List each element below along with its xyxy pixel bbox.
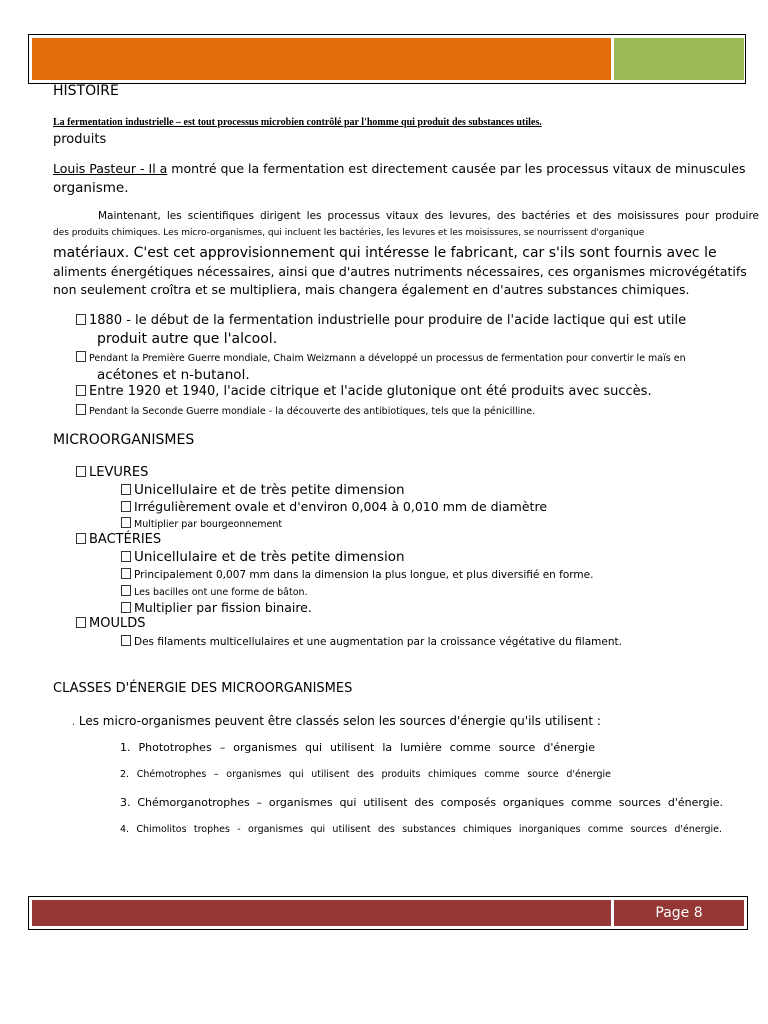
bullet-box-icon [76, 351, 86, 362]
bullet-box-icon [76, 617, 86, 628]
footer-red-band [32, 900, 611, 926]
bullet-box-icon [76, 404, 86, 415]
bacteries-item-4 [121, 600, 312, 615]
bacteries-item-1 [121, 549, 405, 565]
produits-text: produits [53, 132, 107, 147]
energy-item-2 [120, 769, 611, 780]
history-bullet-2-text: Pendant la Première Guerre mondiale, Chaim Weizmann a développé un processus de fermentation pour convertir le maïs en [89, 353, 686, 364]
moulds-item-1 [121, 635, 622, 648]
energy-item-3-num: 3. [120, 796, 131, 809]
bullet-box-icon [121, 635, 131, 646]
bacteries-item-1-text: Unicellulaire et de très petite dimension [134, 549, 405, 565]
bullet-box-icon [121, 517, 131, 528]
history-bullet-1-text: 1880 - le début de la fermentation industrielle pour produire de l'acide lactique qui est utile [89, 313, 687, 328]
paragraph-line-2: des produits chimiques. Les micro-organismes, qui incluent les bactéries, les levures et les moisissures, se nourrissent d'organique [53, 228, 645, 238]
bacteries-item-2-text: Principalement 0,007 mm dans la dimension la plus longue, et plus diversifié en forme. [134, 569, 594, 581]
energy-item-3 [120, 796, 723, 809]
levures-item-3-text: Multiplier par bourgeonnement [134, 519, 283, 530]
energy-item-4 [120, 824, 722, 835]
history-bullet-4-text: Pendant la Seconde Guerre mondiale - la découverte des antibiotiques, tels que la pénicilline. [89, 406, 536, 417]
bullet-box-icon [76, 533, 86, 544]
moulds-label: MOULDS [89, 616, 146, 631]
section-title-energie: CLASSES D'ÉNERGIE DES MICROORGANISMES [53, 681, 353, 696]
energy-item-4-text: Chimolitos trophes - organismes qui utilisent des substances chimiques inorganiques comme sources d'énergie. [136, 824, 722, 835]
definition-text: La fermentation industrielle – est tout processus microbien contrôlé par l'homme qui produit des substances utiles. [53, 117, 542, 128]
paragraph-line-5: non seulement croîtra et se multipliera, mais changera également en d'autres substances chimiques. [53, 282, 690, 297]
levures-item-2 [121, 499, 547, 514]
bullet-box-icon [121, 568, 131, 579]
history-bullet-2 [76, 351, 686, 364]
history-bullet-4 [76, 404, 535, 417]
header-orange-band [32, 38, 611, 80]
page-number: Page 8 [614, 900, 744, 926]
section-title-histoire: HISTOIRE [53, 83, 119, 99]
energy-intro-dot: . [72, 718, 75, 728]
bacteries-heading [76, 532, 161, 547]
bacteries-item-4-text: Multiplier par fission binaire. [134, 600, 312, 615]
energy-item-1 [120, 741, 595, 754]
pasteur-rest: montré que la fermentation est directement causée par les processus vitaux de minuscules [167, 161, 746, 176]
paragraph-line-1: Maintenant, les scientifiques dirigent les processus vitaux des levures, des bactéries et des moisissures pour produire [98, 210, 759, 222]
section-title-microorganismes: MICROORGANISMES [53, 432, 195, 448]
energy-item-3-text: Chémorganotrophes – organismes qui utilisent des composés organiques comme sources d'énergie. [137, 796, 723, 809]
levures-heading [76, 465, 148, 480]
bullet-box-icon [121, 484, 131, 495]
energy-item-1-num: 1. [120, 741, 131, 754]
energy-item-4-num: 4. [120, 824, 130, 835]
history-bullet-2-cont: acétones et n-butanol. [97, 367, 250, 383]
bacteries-label: BACTÉRIES [89, 532, 162, 547]
organisme-text: organisme. [53, 180, 129, 196]
energy-item-2-text: Chémotrophes – organismes qui utilisent des produits chimiques comme source d'énergie [136, 769, 611, 780]
pasteur-line [53, 161, 745, 176]
levures-item-1 [121, 482, 405, 498]
levures-item-1-text: Unicellulaire et de très petite dimension [134, 482, 405, 498]
bullet-box-icon [76, 314, 86, 325]
history-bullet-3 [76, 384, 652, 399]
bacteries-item-2 [121, 568, 593, 581]
history-bullet-1-cont: produit autre que l'alcool. [97, 331, 278, 347]
bullet-box-icon [121, 602, 131, 613]
moulds-item-1-text: Des filaments multicellulaires et une augmentation par la croissance végétative du filament. [134, 636, 622, 648]
pasteur-name: Louis Pasteur - Il a [53, 161, 168, 176]
energy-intro-text: Les micro-organismes peuvent être classés selon les sources d'énergie qu'ils utilisent : [78, 714, 601, 728]
bullet-box-icon [76, 466, 86, 477]
history-bullet-3-text: Entre 1920 et 1940, l'acide citrique et l'acide glutonique ont été produits avec succès. [89, 384, 652, 399]
history-bullet-1 [76, 313, 686, 328]
bullet-box-icon [121, 551, 131, 562]
bullet-box-icon [76, 385, 86, 396]
energy-item-1-text: Phototrophes – organismes qui utilisent la lumière comme source d'énergie [138, 741, 595, 754]
energy-intro [72, 714, 601, 728]
bullet-box-icon [121, 501, 131, 512]
levures-item-3 [121, 517, 282, 530]
bacteries-item-3 [121, 585, 308, 598]
energy-item-2-num: 2. [120, 769, 130, 780]
levures-label: LEVURES [89, 465, 149, 480]
paragraph-line-4: aliments énergétiques nécessaires, ainsi que d'autres nutriments nécessaires, ces organismes microvégétatifs [53, 264, 747, 279]
moulds-heading [76, 616, 145, 631]
levures-item-2-text: Irrégulièrement ovale et d'environ 0,004 à 0,010 mm de diamètre [134, 499, 548, 514]
header-green-band [614, 38, 744, 80]
paragraph-line-3: matériaux. C'est cet approvisionnement qui intéresse le fabricant, car s'ils sont fournis avec le [53, 245, 717, 261]
bacteries-item-3-text: Les bacilles ont une forme de bâton. [134, 587, 308, 598]
bullet-box-icon [121, 585, 131, 596]
